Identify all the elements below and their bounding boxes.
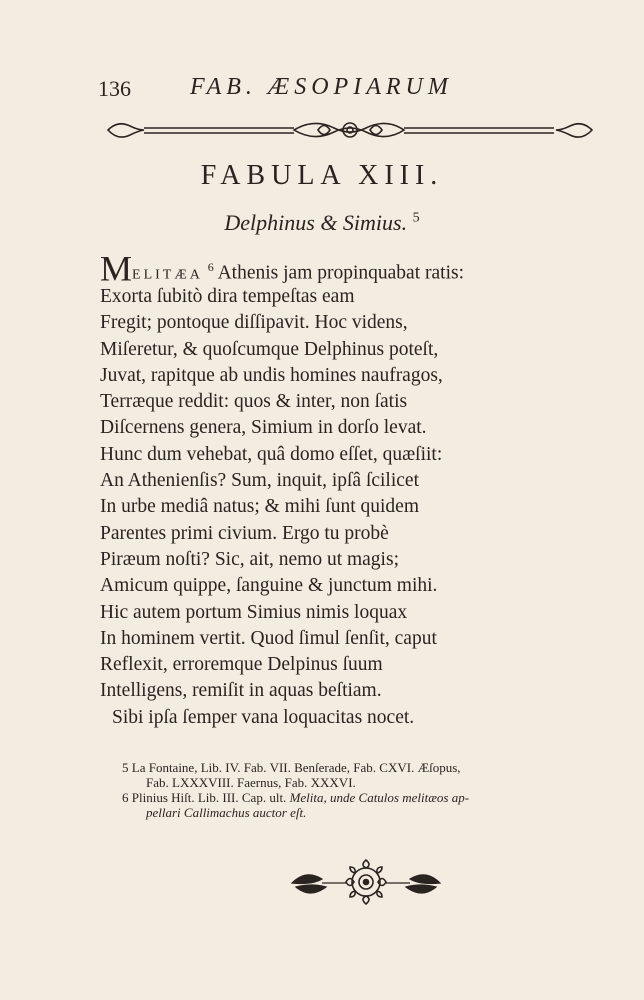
fable-text [100, 250, 550, 731]
verse-line: Piræum noſti? Sic, ait, nemo ut magis; [100, 548, 399, 570]
footnote-text: La Fontaine, Lib. IV. Fab. VII. Benſerade, Fab. CXVI. Æſopus, [131, 760, 461, 775]
footnote-6 [122, 790, 622, 805]
verse-line: Parentes primi civium. Ergo tu probè [100, 522, 389, 544]
footnote-text: Plinius Hiſt. Lib. III. Cap. ult. [131, 790, 287, 805]
verse-line: Miſeretur, & quoſcumque Delphinus poteſt, [100, 338, 439, 360]
verse-line: Amicum quippe, ſanguine & junctum mihi. [100, 575, 438, 597]
footnote-6-continued: pellari Callimachus auctor eſt. [146, 805, 307, 820]
verse-line: Hic autem portum Simius nimis loquax [100, 601, 408, 623]
verse-line: In hominem vertit. Quod ſimul ſenſit, caput [100, 627, 437, 649]
verse-line: Reflexit, erroremque Delpinus ſuum [100, 654, 383, 676]
footnote-number: 6 [122, 790, 129, 805]
verse-line-1 [100, 248, 550, 289]
footnote-quote: Melita, unde Catulos melitæos ap- [289, 790, 470, 805]
footnote-5-continued: Fab. LXXXVIII. Faernus, Fab. XXXVI. [146, 775, 356, 790]
verse-line: Intelligens, remiſit in aquas beſtiam. [100, 680, 382, 702]
header-ornament-icon [104, 116, 596, 146]
running-title: FAB. ÆSOPIARUM [190, 74, 453, 100]
floral-tailpiece-icon [288, 855, 444, 909]
fable-subtitle [0, 210, 644, 236]
footnote-5 [122, 760, 622, 775]
verse-line-1-rest: Athenis jam propinquabat ratis: [217, 262, 465, 284]
page-header [98, 74, 518, 108]
verse-line: Diſcernens genera, Simium in dorſo levat. [100, 417, 427, 439]
verse-line: Fregit; pontoque diſſipavit. Hoc videns, [100, 312, 408, 334]
subtitle-text: Delphinus & Simius. [224, 210, 408, 235]
verse-line: In urbe mediâ natus; & mihi ſunt quidem [100, 496, 419, 518]
subtitle-footnote-marker: 5 [412, 210, 420, 226]
drop-cap: M [100, 248, 133, 289]
page-number: 136 [98, 76, 131, 101]
footnote-marker-6: 6 [207, 260, 214, 274]
fable-title: FABULA XIII. [200, 160, 444, 191]
first-word-rest: elitæa [132, 262, 203, 284]
verse-line: Exorta ſubitò dira tempeſtas eam [100, 286, 355, 307]
verse-line: Hunc dum vehebat, quâ domo eſſet, quæſiit: [100, 443, 443, 465]
footnote-number: 5 [122, 760, 129, 775]
verse-line: An Athenienſis? Sum, inquit, ipſâ ſcilicet [100, 470, 419, 492]
verse-line: Juvat, rapitque ab undis homines naufragos, [100, 364, 443, 386]
footnotes [122, 760, 622, 820]
verse-line: Terræque reddit: quos & inter, non ſatis [100, 391, 408, 413]
moral-line: Sibi ipſa ſemper vana loquacitas nocet. [112, 706, 415, 728]
